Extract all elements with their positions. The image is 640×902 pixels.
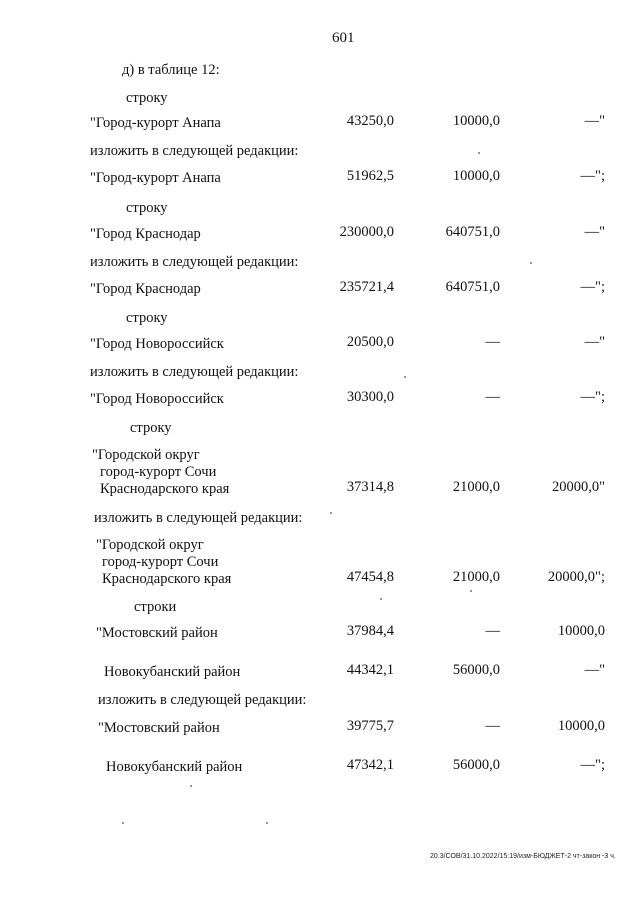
row-name-line-2: город-курорт Сочи — [102, 554, 219, 570]
scan-speck — [478, 152, 480, 154]
row-name: "Город Новороссийск — [90, 391, 224, 407]
phrase-row-single: строку — [126, 90, 168, 106]
row-value-2: — — [485, 389, 500, 405]
row-name: "Мостовский район — [98, 720, 220, 736]
row-value-2: — — [485, 718, 500, 734]
row-name: "Мостовский район — [96, 625, 218, 641]
row-value-2: 21000,0 — [452, 479, 500, 495]
row-name-line-1: "Городской округ — [96, 537, 204, 553]
row-value-3: —"; — [580, 389, 605, 405]
row-value-3: —" — [584, 113, 605, 129]
row-name: Новокубанский район — [106, 759, 243, 775]
scan-speck — [330, 512, 332, 514]
scan-speck — [122, 822, 124, 824]
row-value-3: —" — [584, 662, 605, 678]
phrase-restate: изложить в следующей редакции: — [90, 143, 299, 159]
row-name-line-3: Краснодарского края — [100, 481, 230, 497]
row-value-2: 640751,0 — [445, 279, 500, 295]
row-value-3: —"; — [580, 279, 605, 295]
row-value-3: 20000,0"; — [547, 569, 605, 585]
row-name-line-2: город-курорт Сочи — [100, 464, 217, 480]
row-value-1: 37984,4 — [346, 623, 394, 639]
row-name: "Город Новороссийск — [90, 336, 224, 352]
row-value-1: 20500,0 — [346, 334, 394, 350]
row-value-1: 44342,1 — [346, 662, 394, 678]
row-value-3: —"; — [580, 168, 605, 184]
row-name: Новокубанский район — [104, 664, 241, 680]
row-name: "Город Краснодар — [90, 281, 201, 297]
row-value-3: —" — [584, 224, 605, 240]
phrase-row-single: строку — [130, 420, 172, 436]
row-value-1: 230000,0 — [339, 224, 394, 240]
phrase-rows-plural: строки — [134, 599, 177, 615]
row-value-1: 47454,8 — [346, 569, 394, 585]
row-name-line-1: "Городской округ — [92, 447, 200, 463]
row-value-2: — — [485, 623, 500, 639]
row-value-3: —"; — [580, 757, 605, 773]
phrase-restate: изложить в следующей редакции: — [90, 254, 299, 270]
scan-speck — [266, 822, 268, 824]
row-value-1: 51962,5 — [346, 168, 394, 184]
row-value-1: 235721,4 — [339, 279, 394, 295]
footer-stamp: 20.3/СОВ/31.10.2022/15:19/изм-БЮДЖЕТ-2 чт-закон -3 ч. — [430, 853, 616, 860]
row-name: "Город-курорт Анапа — [90, 115, 221, 131]
row-name: "Город Краснодар — [90, 226, 201, 242]
intro-line: д) в таблице 12: — [122, 62, 220, 78]
row-name: "Город-курорт Анапа — [90, 170, 221, 186]
page-number: 601 — [332, 30, 355, 46]
row-value-1: 30300,0 — [346, 389, 394, 405]
scan-speck — [404, 376, 406, 378]
row-value-2: 56000,0 — [452, 757, 500, 773]
row-value-1: 37314,8 — [346, 479, 394, 495]
row-value-2: 21000,0 — [452, 569, 500, 585]
row-value-2: 640751,0 — [445, 224, 500, 240]
row-value-1: 47342,1 — [346, 757, 394, 773]
phrase-row-single: строку — [126, 310, 168, 326]
row-value-3: 10000,0 — [557, 623, 605, 639]
row-value-3: —" — [584, 334, 605, 350]
row-value-2: — — [485, 334, 500, 350]
row-value-1: 39775,7 — [346, 718, 394, 734]
row-value-2: 56000,0 — [452, 662, 500, 678]
scan-speck — [530, 262, 532, 264]
phrase-restate: изложить в следующей редакции: — [94, 510, 303, 526]
scan-speck — [470, 590, 472, 592]
row-value-3: 20000,0" — [551, 479, 605, 495]
row-value-2: 10000,0 — [452, 113, 500, 129]
phrase-restate: изложить в следующей редакции: — [98, 692, 307, 708]
row-value-2: 10000,0 — [452, 168, 500, 184]
row-name-line-3: Краснодарского края — [102, 571, 232, 587]
scan-speck — [190, 785, 192, 787]
scan-speck — [380, 598, 382, 600]
phrase-row-single: строку — [126, 200, 168, 216]
row-value-3: 10000,0 — [557, 718, 605, 734]
phrase-restate: изложить в следующей редакции: — [90, 364, 299, 380]
row-value-1: 43250,0 — [346, 113, 394, 129]
